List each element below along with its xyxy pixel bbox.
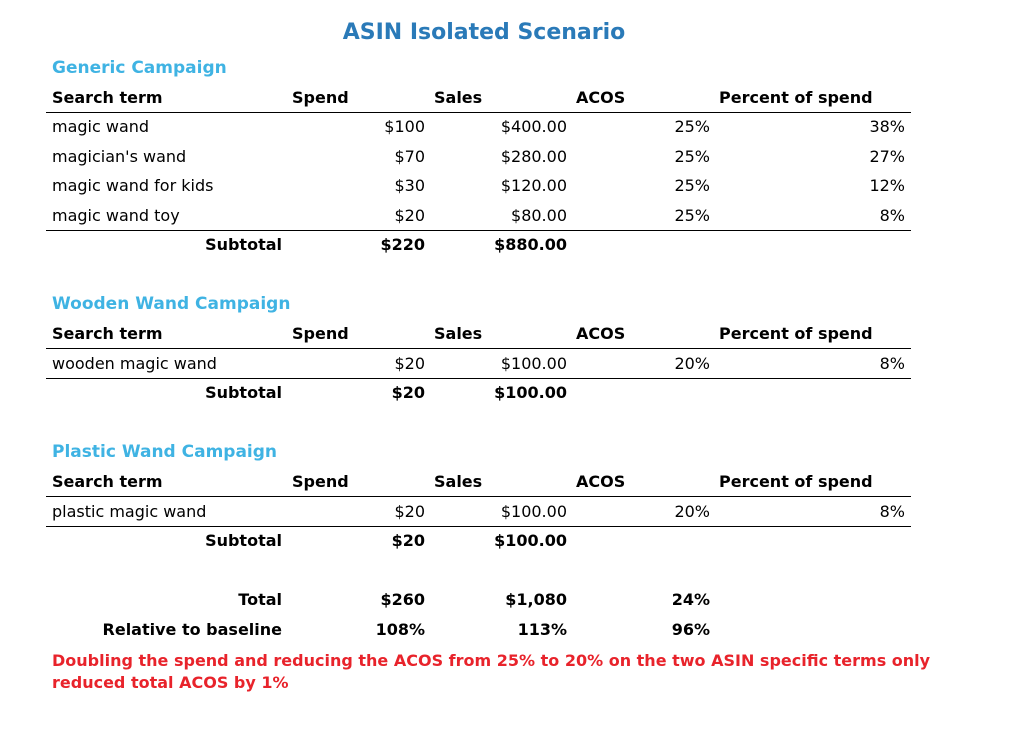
header-spend: Spend	[292, 324, 349, 343]
cell-spend: $100	[384, 117, 425, 136]
header-sales: Sales	[434, 324, 483, 343]
cell-term: magic wand for kids	[52, 176, 214, 195]
header-divider	[46, 112, 911, 113]
subtotal-spend: $220	[380, 235, 425, 254]
cell-acos: 20%	[674, 354, 710, 373]
relative-sales: 113%	[517, 620, 567, 639]
cell-sales: $400.00	[500, 117, 567, 136]
cell-acos: 25%	[674, 206, 710, 225]
cell-term: magician's wand	[52, 147, 187, 166]
relative-label: Relative to baseline	[102, 620, 282, 639]
total-label: Total	[238, 590, 282, 609]
cell-term: magic wand	[52, 117, 150, 136]
total-sales: $1,080	[505, 590, 567, 609]
total-acos: 24%	[671, 590, 710, 609]
subtotal-spend: $20	[391, 383, 425, 402]
header-divider	[46, 496, 911, 497]
subtotal-divider	[46, 378, 911, 379]
cell-sales: $120.00	[500, 176, 567, 195]
cell-term: magic wand toy	[52, 206, 180, 225]
header-sales: Sales	[434, 88, 483, 107]
cell-acos: 25%	[674, 176, 710, 195]
cell-term: plastic magic wand	[52, 502, 207, 521]
subtotal-sales: $100.00	[494, 531, 567, 550]
conclusion-note: Doubling the spend and reducing the ACOS from 25% to 20% on the two ASIN specific terms only reduced total ACOS by 1%	[52, 651, 931, 692]
header-percent-of-spend: Percent of spend	[719, 324, 873, 343]
cell-spend: $20	[394, 502, 425, 521]
header-sales: Sales	[434, 472, 483, 491]
cell-percent: 27%	[869, 147, 905, 166]
subtotal-divider	[46, 230, 911, 231]
subtotal-sales: $100.00	[494, 383, 567, 402]
cell-spend: $70	[394, 147, 425, 166]
header-search-term: Search term	[52, 88, 163, 107]
cell-percent: 8%	[879, 354, 905, 373]
header-spend: Spend	[292, 88, 349, 107]
header-percent-of-spend: Percent of spend	[719, 472, 873, 491]
header-percent-of-spend: Percent of spend	[719, 88, 873, 107]
page-title: ASIN Isolated Scenario	[342, 20, 626, 45]
cell-acos: 25%	[674, 147, 710, 166]
cell-spend: $30	[394, 176, 425, 195]
cell-acos: 20%	[674, 502, 710, 521]
header-acos: ACOS	[576, 472, 626, 491]
cell-spend: $20	[394, 354, 425, 373]
header-acos: ACOS	[576, 88, 626, 107]
cell-percent: 8%	[879, 502, 905, 521]
cell-percent: 8%	[879, 206, 905, 225]
section-title-generic: Generic Campaign	[52, 58, 227, 78]
header-search-term: Search term	[52, 472, 163, 491]
subtotal-label: Subtotal	[205, 383, 282, 402]
subtotal-label: Subtotal	[205, 531, 282, 550]
cell-spend: $20	[394, 206, 425, 225]
relative-acos: 96%	[671, 620, 710, 639]
cell-sales: $100.00	[500, 354, 567, 373]
total-spend: $260	[380, 590, 425, 609]
section-title-wooden: Wooden Wand Campaign	[52, 294, 291, 314]
cell-percent: 38%	[869, 117, 905, 136]
section-title-plastic: Plastic Wand Campaign	[52, 442, 278, 462]
cell-sales: $100.00	[500, 502, 567, 521]
subtotal-divider	[46, 526, 911, 527]
cell-sales: $80.00	[511, 206, 567, 225]
cell-percent: 12%	[869, 176, 905, 195]
cell-sales: $280.00	[500, 147, 567, 166]
subtotal-label: Subtotal	[205, 235, 282, 254]
subtotal-sales: $880.00	[494, 235, 567, 254]
cell-term: wooden magic wand	[52, 354, 217, 373]
relative-spend: 108%	[375, 620, 425, 639]
header-divider	[46, 348, 911, 349]
subtotal-spend: $20	[391, 531, 425, 550]
header-acos: ACOS	[576, 324, 626, 343]
cell-acos: 25%	[674, 117, 710, 136]
header-spend: Spend	[292, 472, 349, 491]
header-search-term: Search term	[52, 324, 163, 343]
